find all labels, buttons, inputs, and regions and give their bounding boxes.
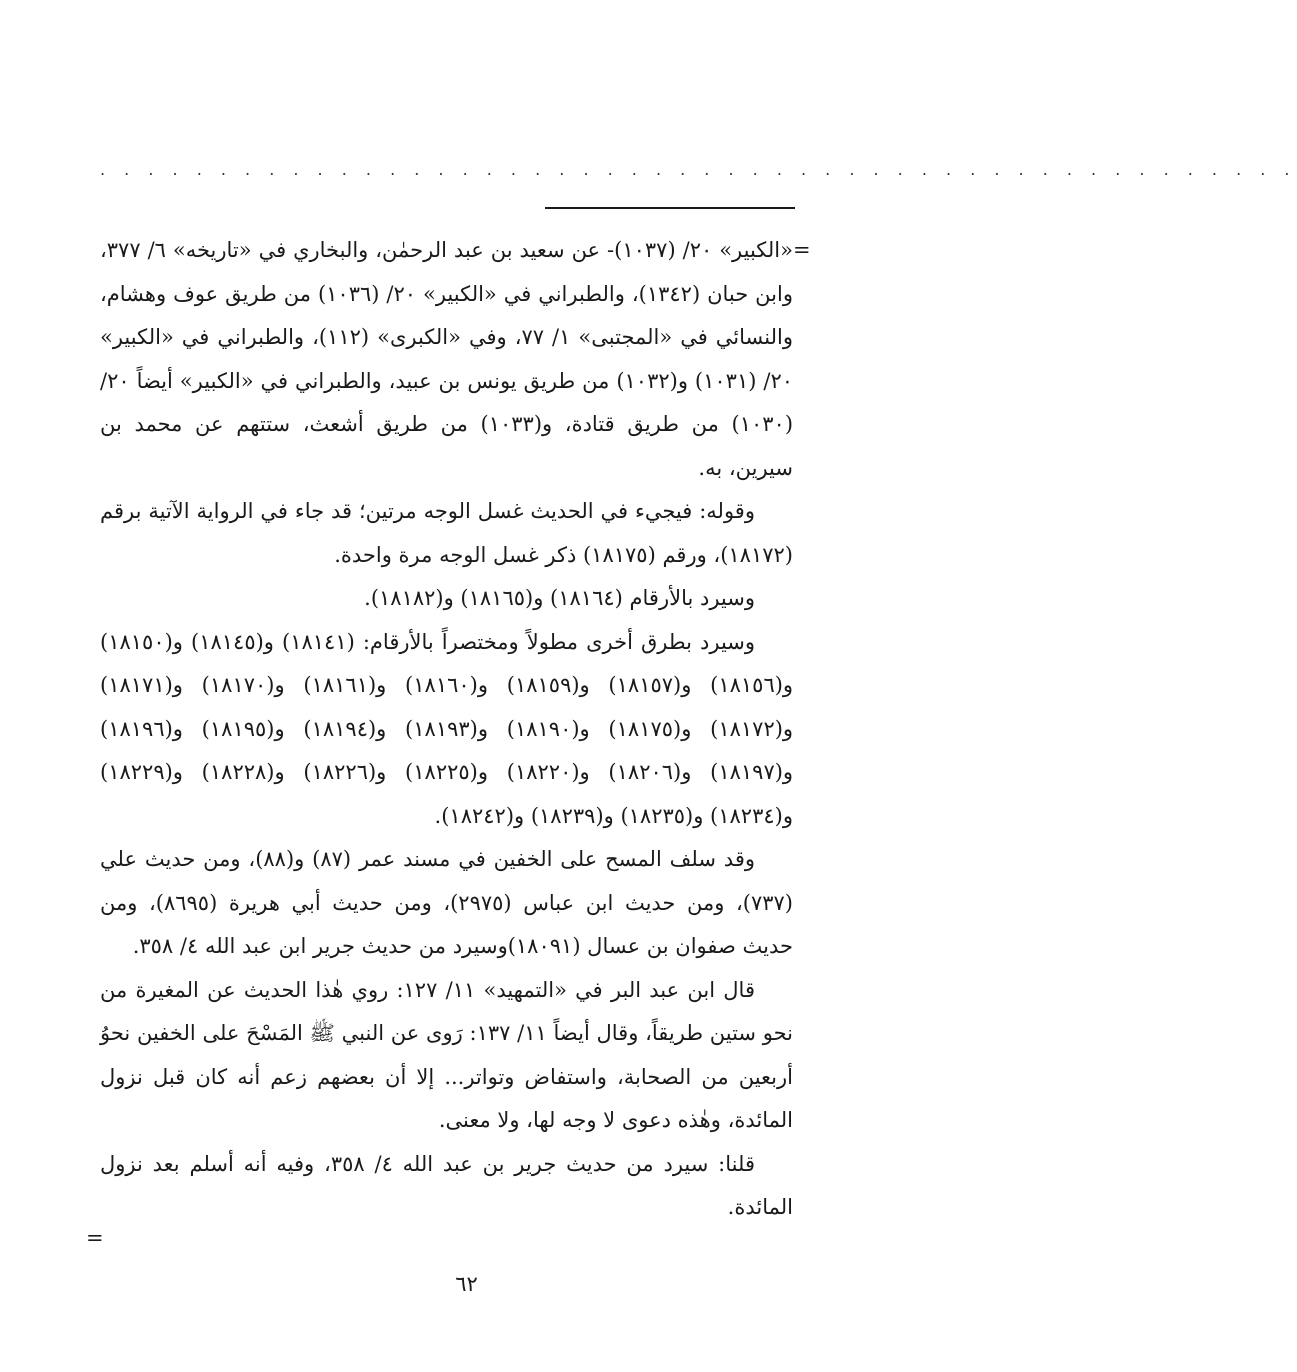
dotted-separator: . . . . . . . . . . . . . . . . . . . . . . . . . . . . . . . . . . . . . . . . . . . . . . . . . . — [100, 160, 1297, 179]
continuation-mark-bottom: = — [86, 1226, 104, 1250]
footnote-rule — [545, 207, 795, 209]
footnote-paragraph-ibn-abd-al-barr: قال ابن عبد البر في «التمهيد» ١١/ ١٢٧: روي هٰذا الحديث عن المغيرة من نحو ستين طريقاً، وقال أيضاً ١١/ ١٣٧: رَوى عن النبي ﷺ المَسْحَ على الخفين نحوُ أربعين من الصحابة، واستفاض وتواتر... إلا أن بعضهم زعم أنه كان قبل نزول المائدة، وهٰذه دعوى لا وجه لها، ولا معنى. — [100, 977, 793, 1132]
footnote-body — [100, 229, 793, 1230]
footnote-paragraph-previous-hadith: وقد سلف المسح على الخفين في مسند عمر (٨٧) و(٨٨)، ومن حديث علي (٧٣٧)، ومن حديث ابن عباس (٢٩٧٥)، ومن حديث أبي هريرة (٨٦٩٥)، ومن حديث صفوان بن عسال (١٨٠٩١)وسيرد من حديث جرير ابن عبد الله ٤/ ٣٥٨. — [100, 847, 793, 958]
footnote-paragraph-numbers: وسيرد بالأرقام (١٨١٦٤) و(١٨١٦٥) و(١٨١٨٢). — [364, 586, 755, 610]
footnote-paragraph-sources: «الكبير» ٢٠/ (١٠٣٧)- عن سعيد بن عبد الرحمٰن، والبخاري في «تاريخه» ٦/ ٣٧٧، وابن حبان (١٣٤٢)، والطبراني في «الكبير» ٢٠/ (١٠٣٦) من طريق عوف وهشام، والنسائي في «المجتبى» ١/ ٧٧، وفي «الكبرى» (١١٢)، والطبراني في «الكبير» ٢٠/ (١٠٣١) و(١٠٣٢) من طريق يونس بن عبيد، والطبراني في «الكبير» أيضاً ٢٠/ (١٠٣٠) من طريق قتادة، و(١٠٣٣) من طريق أشعث، ستتهم عن محمد بن سيرين، به. — [100, 238, 794, 480]
footnote-paragraph-face-washing: وقوله: فيجيء في الحديث غسل الوجه مرتين؛ قد جاء في الرواية الآتية برقم (١٨١٧٢)، ورقم (١٨١٧٥) ذكر غسل الوجه مرة واحدة. — [100, 499, 793, 567]
footnote-paragraph-conclusion: قلنا: سيرد من حديث جرير بن عبد الله ٤/ ٣٥٨، وفيه أنه أسلم بعد نزول المائدة. — [100, 1151, 793, 1219]
continuation-mark-top: = — [793, 238, 811, 262]
page-number: ٦٢ — [455, 1272, 478, 1296]
footnote-paragraph-other-routes: وسيرد بطرق أخرى مطولاً ومختصراً بالأرقام: (١٨١٤١) و(١٨١٤٥) و(١٨١٥٠) و(١٨١٥٦) و(١٨١٥٧) و(١٨١٥٩) و(١٨١٦٠) و(١٨١٦١) و(١٨١٧٠) و(١٨١٧١) و(١٨١٧٢) و(١٨١٧٥) و(١٨١٩٠) و(١٨١٩٣) و(١٨١٩٤) و(١٨١٩٥) و(١٨١٩٦) و(١٨١٩٧) و(١٨٢٠٦) و(١٨٢٢٠) و(١٨٢٢٥) و(١٨٢٢٦) و(١٨٢٢٨) و(١٨٢٢٩) و(١٨٢٣٤) و(١٨٢٣٥) و(١٨٢٣٩) و(١٨٢٤٢). — [100, 629, 794, 828]
